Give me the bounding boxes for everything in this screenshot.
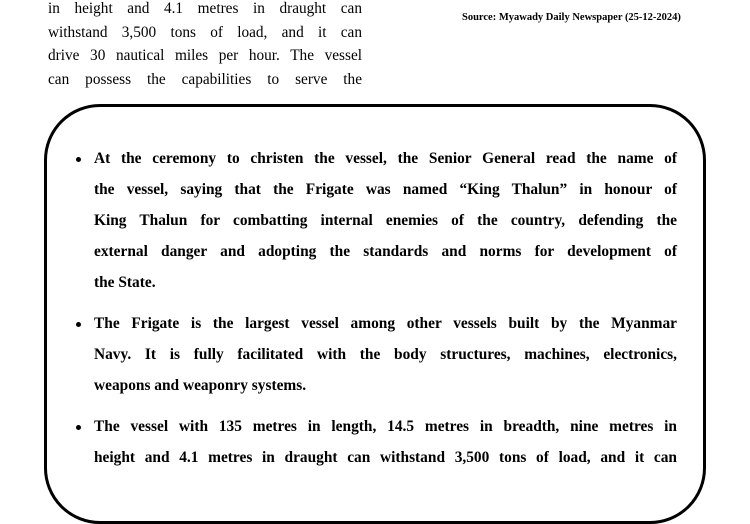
bullet-dot-icon [76,425,81,430]
bullet-line: King Thalun for combatting internal enemies of the country, defending the [94,212,677,229]
bullet-line: the State. [94,274,156,291]
bullet-list [94,143,677,483]
intro-line: can possess the capabilities to serve the [48,70,362,88]
intro-line: in height and 4.1 metres in draught can [48,0,362,17]
intro-paragraph [48,0,362,91]
intro-line: drive 30 nautical miles per hour. The vessel [48,47,362,64]
bullet-line: The vessel with 135 metres in length, 14.5 metres in breadth, nine metres in [94,418,677,435]
bullet-item [94,308,677,401]
bullet-line: height and 4.1 metres in draught can withstand 3,500 tons of load, and it can [94,449,677,466]
bullet-item [94,143,677,298]
bullet-dot-icon [76,157,81,162]
bullet-line: weapons and weaponry systems. [94,377,307,394]
bullet-line: At the ceremony to christen the vessel, the Senior General read the name of [94,150,677,167]
bullet-line: external danger and adopting the standards and norms for development of [94,243,677,260]
bullet-line: Navy. It is fully facilitated with the body structures, machines, electronics, [94,346,677,363]
intro-line: withstand 3,500 tons of load, and it can [48,23,362,41]
bullet-dot-icon [76,322,81,327]
bullet-line: the vessel, saying that the Frigate was named “King Thalun” in honour of [94,181,677,198]
bullet-item [94,411,677,473]
bullet-line: The Frigate is the largest vessel among other vessels built by the Myanmar [94,315,677,332]
source-citation: Source: Myawady Daily Newspaper (25-12-2024) [462,12,681,23]
